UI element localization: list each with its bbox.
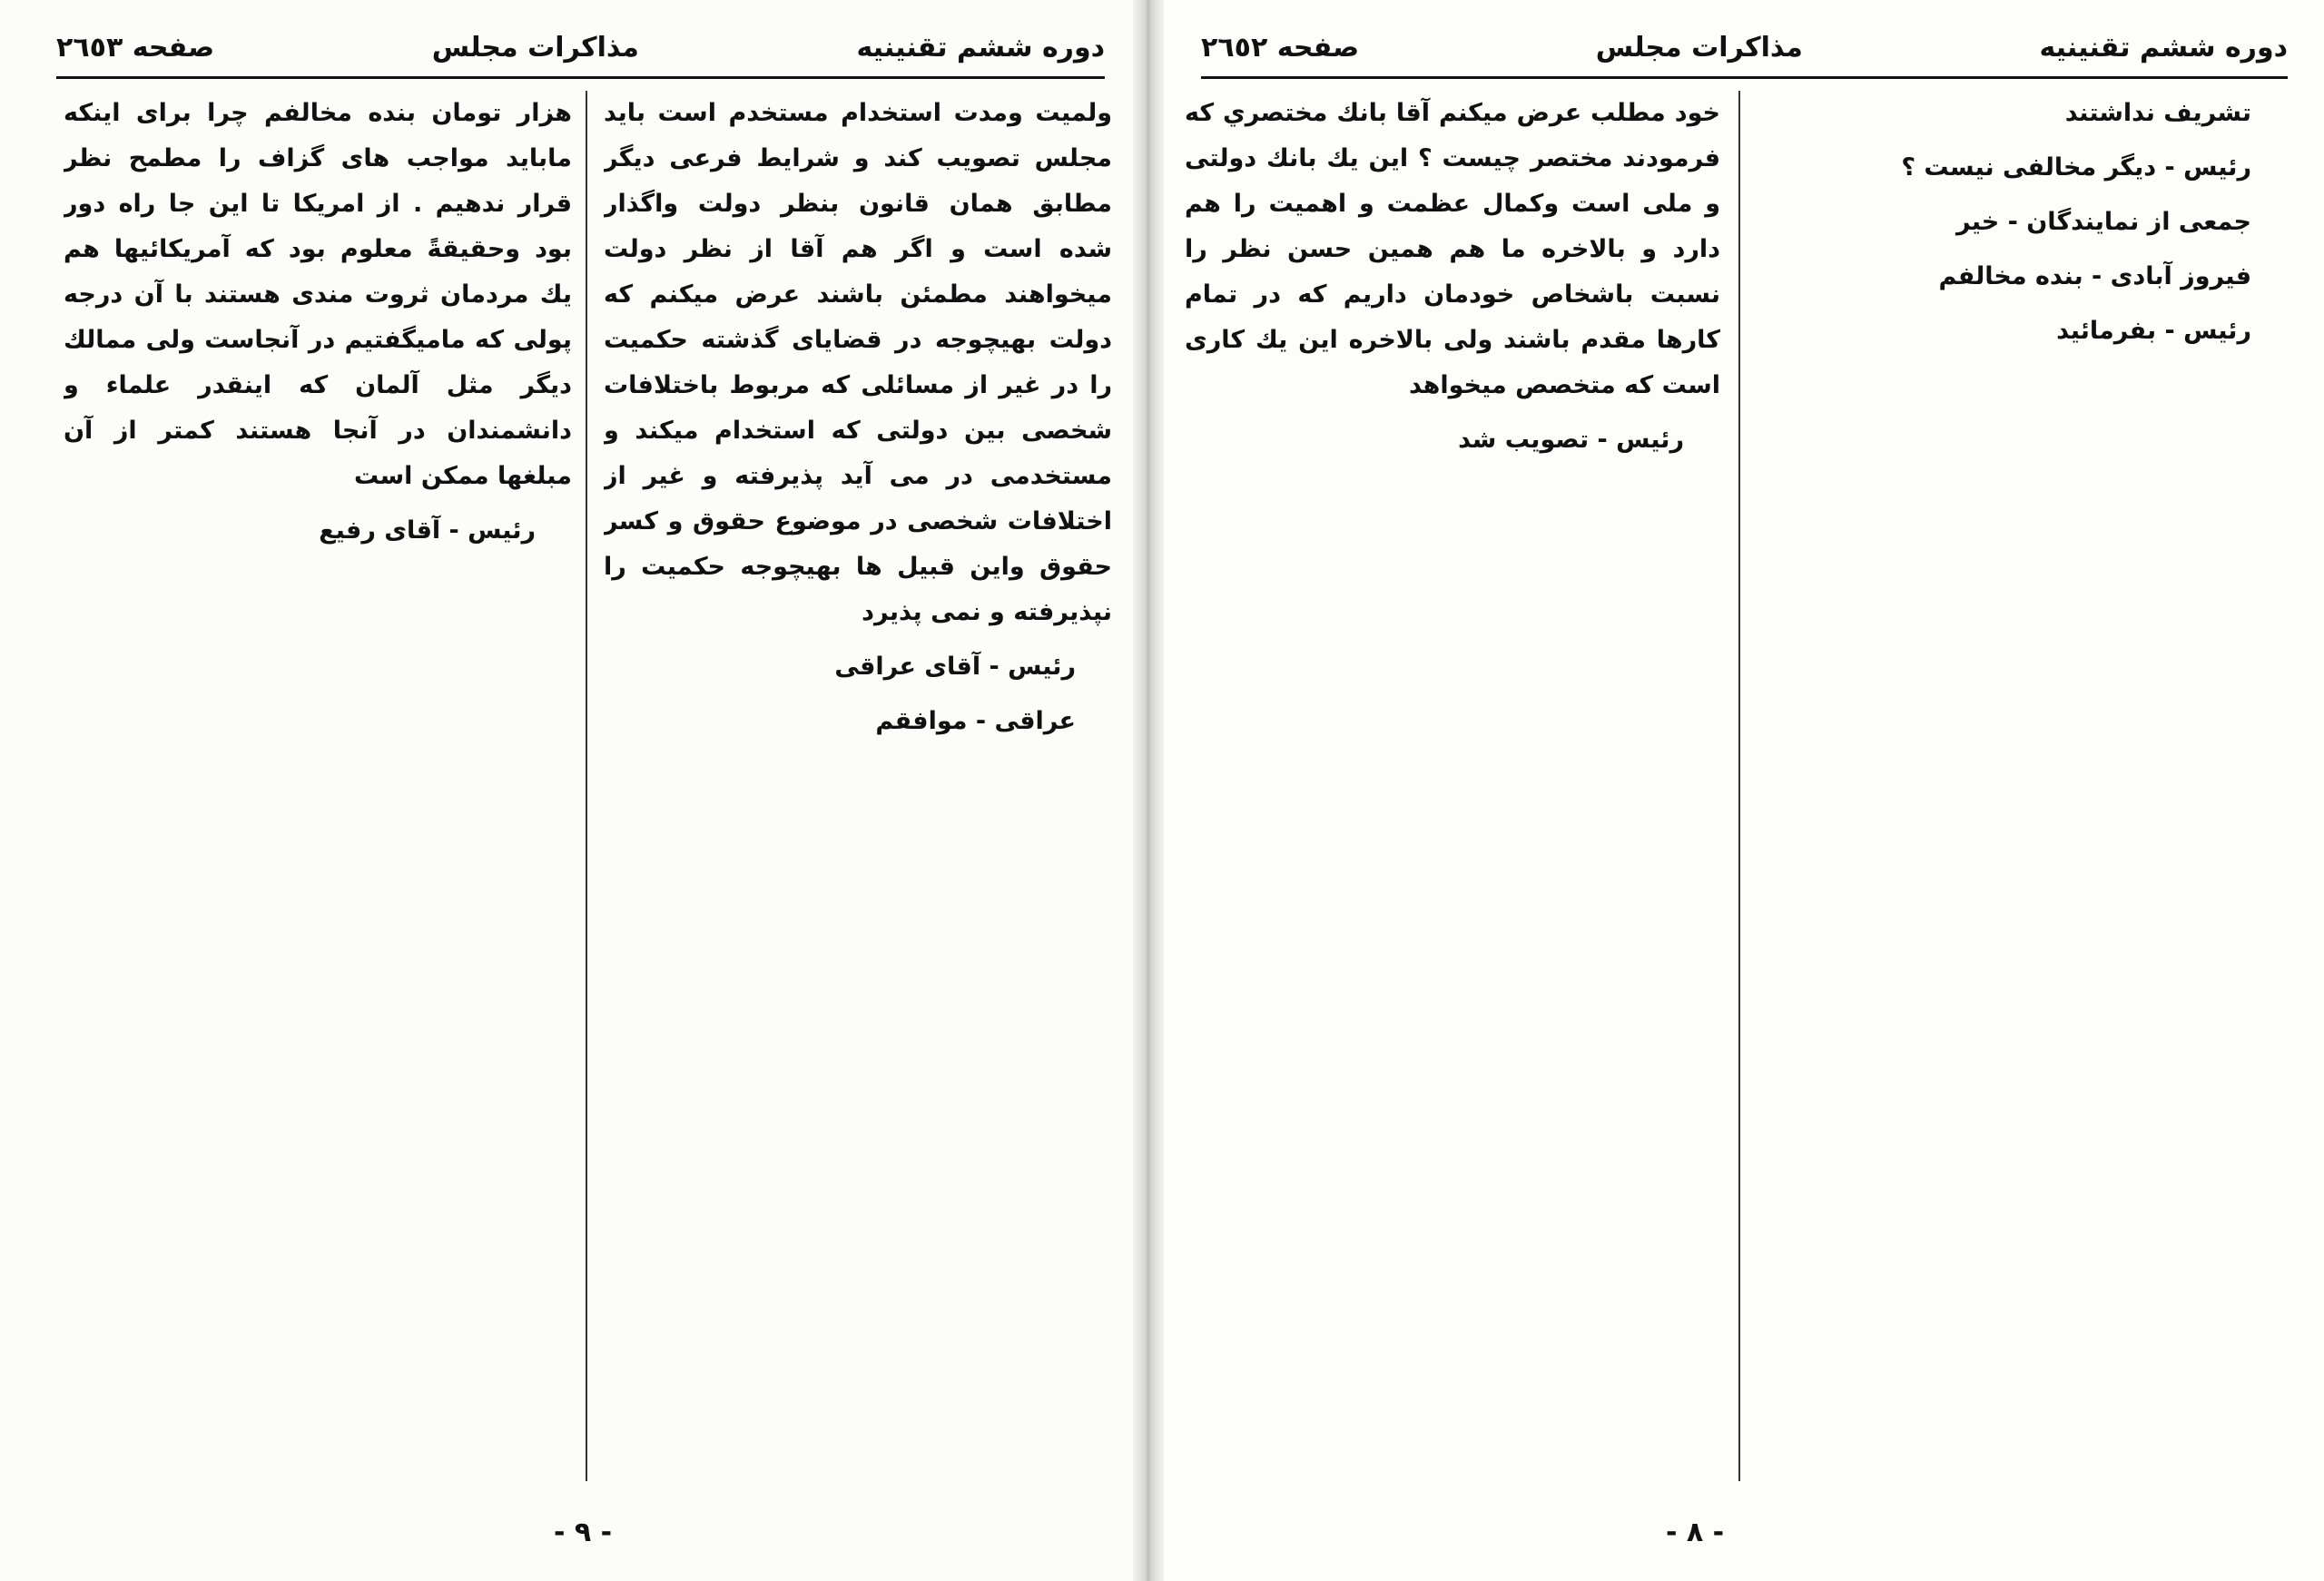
- left-page-column-right: [604, 91, 1112, 1499]
- left-page: [0, 0, 1148, 1581]
- left-header-page: صفحه ٢٦٥٣: [56, 31, 215, 64]
- left-page-header: [56, 25, 1105, 69]
- paragraph: عراقى - موافقم: [875, 707, 1076, 735]
- paragraph: رئيس - ديگر مخالفى نيست ؟: [1901, 153, 2251, 182]
- paragraph: جمعى از نمايندگان - خير: [1955, 208, 2251, 236]
- right-page-number: - ٨ -: [1666, 1517, 1725, 1548]
- right-header-page: صفحه ٢٦٥٢: [1201, 31, 1360, 64]
- paragraph: فيروز آبادى - بنده مخالفم: [1938, 262, 2251, 290]
- paragraph: خود مطلب عرض ميكنم آقا بانك مختصري كه فرمودند مختصر چيست ؟ اين يك بانك دولتى و ملى است وكمال عظمت و اهميت را هم دارد و بالاخره ما هم همين حسن نظر را نسبت باشخاص خودمان داريم كه در تمام كارها مقدم باشند ولى بالاخره اين يك كارى است كه متخصص ميخواهد: [1185, 99, 1720, 399]
- paragraph: هزار تومان بنده مخالفم چرا براى اينكه مابايد مواجب هاى گزاف را مطمح نظر قرار ندهيم . از امريكا تا اين جا راه دور بود وحقيقةً معلوم بود كه آمريكائيها هم يك مردمان ثروت مندى هستند با آن درجه پولى كه ماميگفتيم در آنجاست ولى ممالك ديگر مثل آلمان كه اينقدر علماء و دانشمندان در آنجا هستند كمتر از آن مبلغها ممكن است: [64, 99, 572, 490]
- right-page-column-left: [1185, 91, 1720, 1499]
- book-gutter: [1133, 0, 1164, 1581]
- paragraph: رئيس - بفرمائيد: [2056, 317, 2251, 345]
- paragraph: تشريف نداشتند: [2064, 99, 2251, 127]
- paragraph: رئيس - آقاى رفيع: [319, 516, 536, 545]
- paragraph: رئيس - تصويب شد: [1458, 426, 1684, 454]
- left-page-number: - ٩ -: [554, 1517, 613, 1548]
- left-header-term: دوره ششم تقنينيه: [856, 31, 1105, 64]
- paragraph: ولميت ومدت استخدام مستخدم است بايد مجلس تصويب كند و شرايط فرعى ديگر مطابق همان قانون بنظر دولت واگذار شده است و اگر هم آقا از نظر دولت ميخواهند مطمئن باشند عرض ميكنم كه دولت بهيچوجه در قضاياى گذشته حكميت را در غير از مسائلى كه مربوط باختلافات شخصى بين دولتى كه استخدام ميكند و مستخدمى در مى آيد پذيرفته و غير از اختلافات شخصى در موضوع حقوق و كسر حقوق واين قبيل ها بهيچوجه حكميت را نپذيرفته و نمى پذيرد: [604, 99, 1112, 626]
- right-header-title: مذاكرات مجلس: [1595, 31, 1803, 64]
- right-header-term: دوره ششم تقنينيه: [2039, 31, 2288, 64]
- right-page-header: [1201, 25, 2288, 69]
- right-header-rule: [1201, 76, 2288, 79]
- left-column-divider: [586, 91, 587, 1481]
- left-page-column-left: [64, 91, 572, 1499]
- left-header-rule: [56, 76, 1105, 79]
- paragraph: رئيس - آقاى عراقى: [834, 653, 1076, 681]
- left-header-title: مذاكرات مجلس: [431, 31, 639, 64]
- right-column-divider: [1738, 91, 1740, 1481]
- right-page: [1148, 0, 2324, 1581]
- right-page-column-right: [1752, 91, 2288, 1499]
